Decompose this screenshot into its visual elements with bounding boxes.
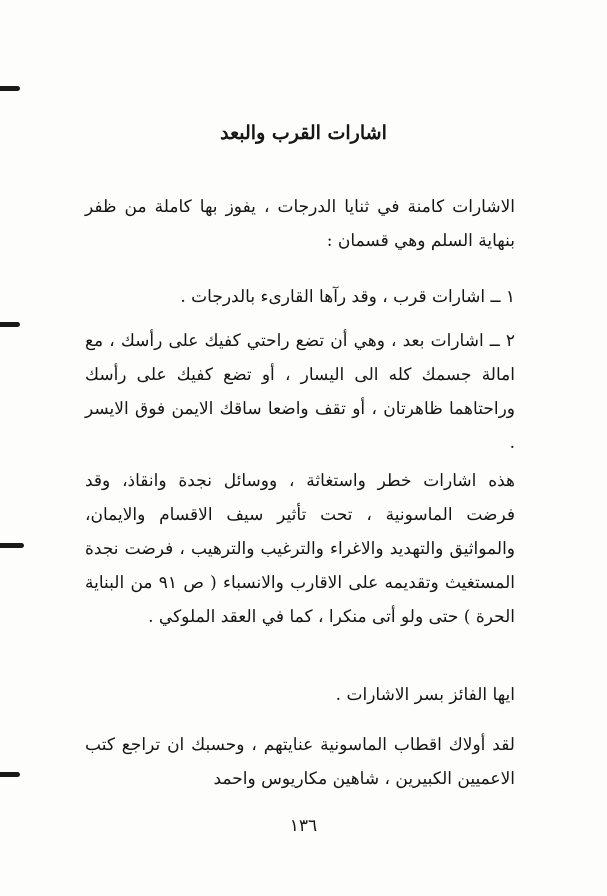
paragraph-point-1: ١ ــ اشارات قرب ، وقد رآها القارىء بالدرجات . (180, 287, 515, 307)
page-number: ١٣٦ (289, 816, 318, 836)
margin-mark (0, 86, 20, 91)
paragraph-closing: لقد أولاك اقطاب الماسونية عنايتهم ، وحسبك ان تراجع كتب الاعميين الكبيرين ، شاهين مكاريوس واحمد (85, 735, 515, 789)
margin-mark (0, 772, 20, 777)
paragraph-address: ايها الفائز بسر الاشارات . (335, 685, 515, 705)
paragraph-point-2: ٢ ــ اشارات بعد ، وهي أن تضع راحتي كفيك على رأسك ، مع امالة جسمك كله الى اليسار ، أو تضع كفيك على رأسك وراحتاهما ظاهرتان ، أو تقف واضعا ساقك الايمن فوق الايسر . (85, 331, 515, 453)
margin-mark (0, 322, 20, 327)
page-title: اشارات القرب والبعد (220, 122, 387, 144)
paragraph-distress-signs: هذه اشارات خطر واستغاثة ، ووسائل نجدة وانقاذ، وقد فرضت الماسونية ، تحت تأثير سيف الاقسام والايمان، والمواثيق والتهديد والاغراء والترغيب والترهيب ، فرضت نجدة المستغيث وتقديمه على الاقارب والانسباء ( ص ٩١ من البناية الحرة ) حتى ولو أتى منكرا ، كما في العقد الملوكي . (85, 471, 515, 627)
paragraph-intro: الاشارات كامنة في ثنايا الدرجات ، يفوز بها كاملة من ظفر بنهاية السلم وهي قسمان : (85, 197, 515, 251)
margin-mark (0, 543, 24, 548)
